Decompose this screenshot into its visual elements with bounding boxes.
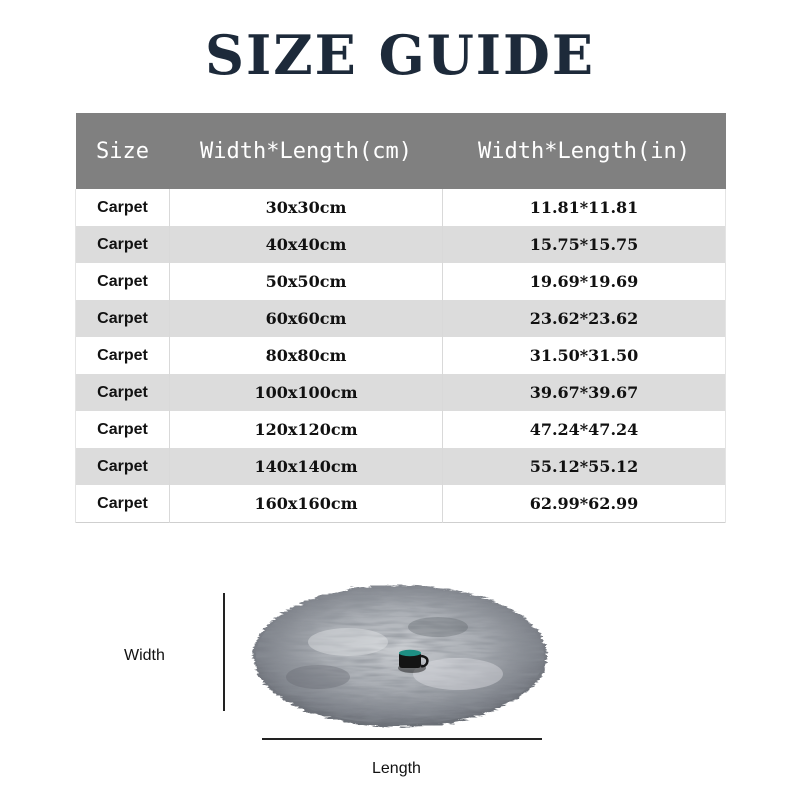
table-row [76,411,726,448]
size-table [75,113,726,523]
in-cell: 15.75*15.75 [443,226,726,263]
in-cell: 19.69*19.69 [443,263,726,300]
table-row [76,189,726,226]
table-row [76,448,726,485]
table-row [76,374,726,411]
header-cm: Width*Length(cm) [170,113,443,189]
cm-cell: 60x60cm [170,300,443,337]
in-cell: 39.67*39.67 [443,374,726,411]
cm-cell: 50x50cm [170,263,443,300]
width-label: Width [124,647,165,664]
in-cell: 23.62*23.62 [443,300,726,337]
table-row [76,300,726,337]
length-label: Length [372,760,421,777]
header-size: Size [76,113,170,189]
cm-cell: 30x30cm [170,189,443,226]
cm-cell: 140x140cm [170,448,443,485]
size-cell: Carpet [76,337,170,374]
size-cell: Carpet [76,226,170,263]
cm-cell: 80x80cm [170,337,443,374]
header-in: Width*Length(in) [443,113,726,189]
size-cell: Carpet [76,485,170,523]
cm-cell: 100x100cm [170,374,443,411]
size-cell: Carpet [76,448,170,485]
size-cell: Carpet [76,189,170,226]
page-title: SIZE GUIDE [204,23,596,87]
size-cell: Carpet [76,374,170,411]
size-cell: Carpet [76,300,170,337]
size-cell: Carpet [76,411,170,448]
length-dimension-line [262,738,542,740]
table-row [76,263,726,300]
cm-cell: 160x160cm [170,485,443,523]
round-rug-image [248,582,552,730]
width-dimension-line [223,593,225,711]
cm-cell: 120x120cm [170,411,443,448]
table-row [76,337,726,374]
table-header-row [76,113,726,189]
table-row [76,226,726,263]
in-cell: 62.99*62.99 [443,485,726,523]
size-cell: Carpet [76,263,170,300]
cm-cell: 40x40cm [170,226,443,263]
in-cell: 47.24*47.24 [443,411,726,448]
table-row [76,485,726,523]
in-cell: 31.50*31.50 [443,337,726,374]
in-cell: 55.12*55.12 [443,448,726,485]
in-cell: 11.81*11.81 [443,189,726,226]
